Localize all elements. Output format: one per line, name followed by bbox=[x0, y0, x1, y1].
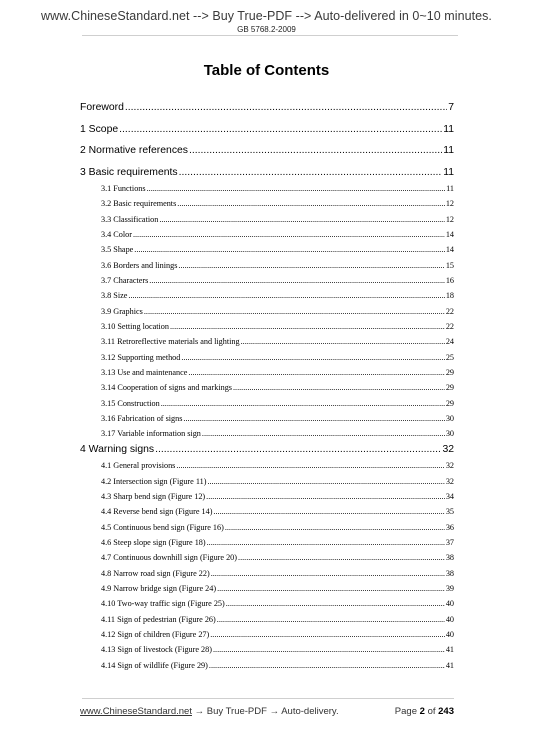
toc-dot-leader bbox=[128, 291, 444, 300]
page-title: Table of Contents bbox=[203, 62, 330, 79]
toc-entry-page: 24 bbox=[445, 337, 454, 347]
toc-dot-leader bbox=[159, 215, 445, 224]
toc-dot-leader bbox=[217, 615, 445, 624]
toc-entry-label: 3.1 Functions bbox=[101, 184, 146, 193]
toc-entry-section[interactable] bbox=[101, 630, 454, 639]
toc-entry-page: 30 bbox=[445, 429, 454, 439]
toc-entry-section[interactable] bbox=[101, 645, 454, 654]
page-word: Page bbox=[394, 706, 417, 717]
toc-entry-label: 3.4 Color bbox=[101, 230, 132, 239]
toc-dot-leader bbox=[155, 444, 441, 455]
toc-entry-page: 34 bbox=[445, 491, 454, 501]
toc-entry-page: 40 bbox=[445, 629, 454, 639]
toc-entry-label: 4.7 Continuous downhill sign (Figure 20) bbox=[101, 553, 238, 563]
toc-entry-page: 11 bbox=[443, 123, 454, 135]
toc-entry-page: 12 bbox=[445, 199, 454, 209]
toc-entry-section[interactable] bbox=[101, 383, 454, 392]
toc-dot-leader bbox=[183, 414, 444, 423]
footer-buy-text: Buy True-PDF bbox=[206, 706, 267, 717]
toc-entry-chapter[interactable] bbox=[80, 102, 454, 113]
toc-entry-page: 11 bbox=[443, 166, 454, 178]
toc-entry-page: 38 bbox=[445, 568, 454, 578]
toc-entry-section[interactable] bbox=[101, 215, 454, 224]
toc-dot-leader bbox=[181, 353, 444, 362]
toc-entry-page: 11 bbox=[446, 184, 454, 193]
toc-entry-page: 16 bbox=[445, 276, 454, 285]
toc-entry-page: 40 bbox=[445, 599, 454, 609]
toc-entry-label: 2 Normative references bbox=[80, 145, 188, 156]
toc-entry-section[interactable] bbox=[101, 261, 454, 270]
toc-entry-page: 7 bbox=[448, 102, 454, 113]
toc-entry-page: 32 bbox=[445, 476, 454, 486]
footer-divider bbox=[82, 698, 454, 699]
toc-dot-leader bbox=[188, 368, 444, 377]
footer-website-link[interactable]: www.ChineseStandard.net bbox=[80, 706, 192, 717]
toc-dot-leader bbox=[144, 307, 445, 316]
toc-entry-section[interactable] bbox=[101, 492, 454, 501]
toc-entry-label: 3.17 Variable information sign bbox=[101, 429, 201, 439]
toc-entry-section[interactable] bbox=[101, 569, 454, 578]
toc-entry-page: 41 bbox=[445, 660, 454, 670]
toc-entry-page: 29 bbox=[445, 383, 454, 393]
toc-entry-label: 3 Basic requirements bbox=[80, 166, 178, 178]
toc-entry-page: 38 bbox=[445, 553, 454, 563]
toc-entry-label: 3.10 Setting location bbox=[101, 322, 169, 331]
arrow-icon: → bbox=[194, 706, 205, 717]
document-code: GB 5768.2-2009 bbox=[237, 25, 296, 34]
toc-dot-leader bbox=[189, 145, 442, 156]
toc-dot-leader bbox=[217, 584, 445, 593]
toc-entry-section[interactable] bbox=[101, 661, 454, 670]
toc-entry-label: 3.12 Supporting method bbox=[101, 352, 181, 362]
toc-entry-label: 3.5 Shape bbox=[101, 245, 134, 255]
toc-entry-label: 3.16 Fabrication of signs bbox=[101, 413, 183, 423]
toc-entry-label: 4.8 Narrow road sign (Figure 22) bbox=[101, 568, 210, 578]
toc-dot-leader bbox=[149, 276, 445, 285]
toc-entry-page: 37 bbox=[445, 537, 454, 547]
toc-entry-label: Foreword bbox=[80, 102, 124, 113]
toc-entry-section[interactable] bbox=[101, 276, 454, 285]
toc-entry-page: 39 bbox=[445, 583, 454, 593]
toc-entry-section[interactable] bbox=[101, 199, 454, 208]
toc-entry-page: 14 bbox=[445, 245, 454, 255]
toc-dot-leader bbox=[226, 599, 445, 608]
header-divider bbox=[82, 35, 458, 36]
toc-entry-section[interactable] bbox=[101, 399, 454, 408]
toc-dot-leader bbox=[161, 399, 445, 408]
toc-entry-page: 29 bbox=[445, 368, 454, 377]
toc-entry-chapter[interactable] bbox=[80, 145, 454, 156]
toc-entry-section[interactable] bbox=[101, 414, 454, 423]
toc-dot-leader bbox=[147, 184, 446, 193]
toc-entry-page: 36 bbox=[445, 522, 454, 532]
toc-entry-page: 18 bbox=[445, 291, 454, 301]
toc-dot-leader bbox=[177, 199, 445, 208]
toc-entry-page: 35 bbox=[445, 507, 454, 517]
page-indicator bbox=[395, 706, 454, 717]
toc-entry-section[interactable] bbox=[101, 538, 454, 547]
toc-entry-label: 3.13 Use and maintenance bbox=[101, 368, 188, 377]
toc-entry-section[interactable] bbox=[101, 245, 454, 254]
page-current: 2 bbox=[419, 706, 425, 717]
toc-dot-leader bbox=[178, 261, 444, 270]
toc-dot-leader bbox=[213, 645, 445, 654]
toc-entry-label: 4.10 Two-way traffic sign (Figure 25) bbox=[101, 599, 225, 609]
toc-entry-section[interactable] bbox=[101, 322, 454, 331]
toc-entry-section[interactable] bbox=[101, 523, 454, 532]
toc-entry-section[interactable] bbox=[101, 507, 454, 516]
toc-entry-label: 3.15 Construction bbox=[101, 398, 160, 408]
toc-dot-leader bbox=[176, 461, 444, 470]
toc-entry-section[interactable] bbox=[101, 230, 454, 239]
toc-dot-leader bbox=[202, 429, 445, 438]
toc-entry-label: 4.5 Continuous bend sign (Figure 16) bbox=[101, 522, 224, 532]
toc-entry-page: 25 bbox=[445, 352, 454, 362]
toc-entry-label: 4.12 Sign of children (Figure 27) bbox=[101, 629, 210, 639]
toc-dot-leader bbox=[210, 630, 445, 639]
toc-entry-section[interactable] bbox=[101, 429, 454, 438]
toc-entry-section[interactable] bbox=[101, 307, 454, 316]
toc-entry-page: 30 bbox=[445, 413, 454, 423]
toc-dot-leader bbox=[241, 337, 445, 346]
toc-entry-label: 3.9 Graphics bbox=[101, 306, 143, 316]
toc-entry-label: 3.7 Characters bbox=[101, 276, 149, 285]
toc-dot-leader bbox=[207, 477, 444, 486]
toc-dot-leader bbox=[238, 553, 445, 562]
toc-entry-label: 4.9 Narrow bridge sign (Figure 24) bbox=[101, 583, 217, 593]
toc-entry-label: 4.14 Sign of wildlife (Figure 29) bbox=[101, 660, 208, 670]
toc-entry-label: 3.14 Cooperation of signs and markings bbox=[101, 383, 232, 393]
toc-entry-section[interactable] bbox=[101, 353, 454, 362]
toc-dot-leader bbox=[134, 245, 445, 254]
toc-entry-section[interactable] bbox=[101, 615, 454, 624]
toc-entry-page: 12 bbox=[445, 214, 454, 224]
toc-entry-section[interactable] bbox=[101, 461, 454, 470]
top-banner[interactable]: www.ChineseStandard.net --> Buy True-PDF --> Auto-delivered in 0~10 minutes. bbox=[41, 9, 492, 23]
toc-entry-label: 4.13 Sign of livestock (Figure 28) bbox=[101, 645, 212, 655]
toc-entry-label: 4.6 Steep slope sign (Figure 18) bbox=[101, 537, 206, 547]
toc-entry-chapter[interactable] bbox=[80, 167, 454, 178]
toc-entry-page: 15 bbox=[445, 260, 454, 270]
toc-dot-leader bbox=[125, 102, 447, 113]
toc-entry-page: 40 bbox=[445, 614, 454, 624]
toc-dot-leader bbox=[213, 507, 444, 516]
toc-dot-leader bbox=[209, 661, 445, 670]
toc-entry-label: 3.8 Size bbox=[101, 291, 128, 301]
toc-entry-label: 3.6 Borders and linings bbox=[101, 260, 178, 270]
toc-entry-label: 3.3 Classification bbox=[101, 214, 159, 224]
toc-dot-leader bbox=[233, 383, 445, 392]
toc-entry-section[interactable] bbox=[101, 599, 454, 608]
toc-entry-section[interactable] bbox=[101, 291, 454, 300]
toc-entry-page: 32 bbox=[445, 461, 454, 471]
toc-entry-chapter[interactable] bbox=[80, 124, 454, 135]
toc-entry-label: 4.4 Reverse bend sign (Figure 14) bbox=[101, 507, 213, 517]
toc-entry-label: 3.2 Basic requirements bbox=[101, 199, 177, 209]
toc-entry-label: 4.3 Sharp bend sign (Figure 12) bbox=[101, 491, 206, 501]
toc-dot-leader bbox=[206, 492, 445, 501]
toc-entry-page: 14 bbox=[445, 230, 454, 239]
toc-entry-section[interactable] bbox=[101, 477, 454, 486]
toc-entry-label: 3.11 Retroreflective materials and lighting bbox=[101, 337, 240, 347]
toc-dot-leader bbox=[170, 322, 445, 331]
toc-entry-section[interactable] bbox=[101, 584, 454, 593]
toc-entry-label: 4 Warning signs bbox=[80, 443, 155, 455]
toc-dot-leader bbox=[119, 124, 442, 135]
toc-entry-label: 4.11 Sign of pedestrian (Figure 26) bbox=[101, 614, 216, 624]
toc-dot-leader bbox=[225, 523, 445, 532]
arrow-icon: → bbox=[269, 706, 280, 717]
toc-entry-page: 11 bbox=[443, 145, 454, 156]
toc-entry-section[interactable] bbox=[101, 368, 454, 377]
toc-dot-leader bbox=[207, 538, 445, 547]
toc-entry-page: 32 bbox=[442, 443, 454, 455]
toc-dot-leader bbox=[211, 569, 445, 578]
footer-promo bbox=[80, 706, 339, 717]
toc-entry-section[interactable] bbox=[101, 337, 454, 346]
toc-dot-leader bbox=[133, 230, 445, 239]
page-total: 243 bbox=[438, 706, 454, 717]
toc-entry-label: 4.1 General provisions bbox=[101, 461, 176, 471]
toc-entry-page: 29 bbox=[445, 398, 454, 408]
footer-delivery-text: Auto-delivery. bbox=[281, 706, 339, 717]
toc-entry-page: 22 bbox=[445, 322, 454, 331]
toc-entry-page: 41 bbox=[445, 645, 454, 655]
toc-entry-label: 4.2 Intersection sign (Figure 11) bbox=[101, 476, 207, 486]
page-of: of bbox=[427, 706, 436, 717]
toc-entry-section[interactable] bbox=[101, 184, 454, 193]
toc-entry-chapter[interactable] bbox=[80, 444, 454, 455]
toc-dot-leader bbox=[179, 167, 443, 178]
toc-entry-page: 22 bbox=[445, 306, 454, 316]
toc-entry-label: 1 Scope bbox=[80, 123, 119, 135]
toc-entry-section[interactable] bbox=[101, 553, 454, 562]
